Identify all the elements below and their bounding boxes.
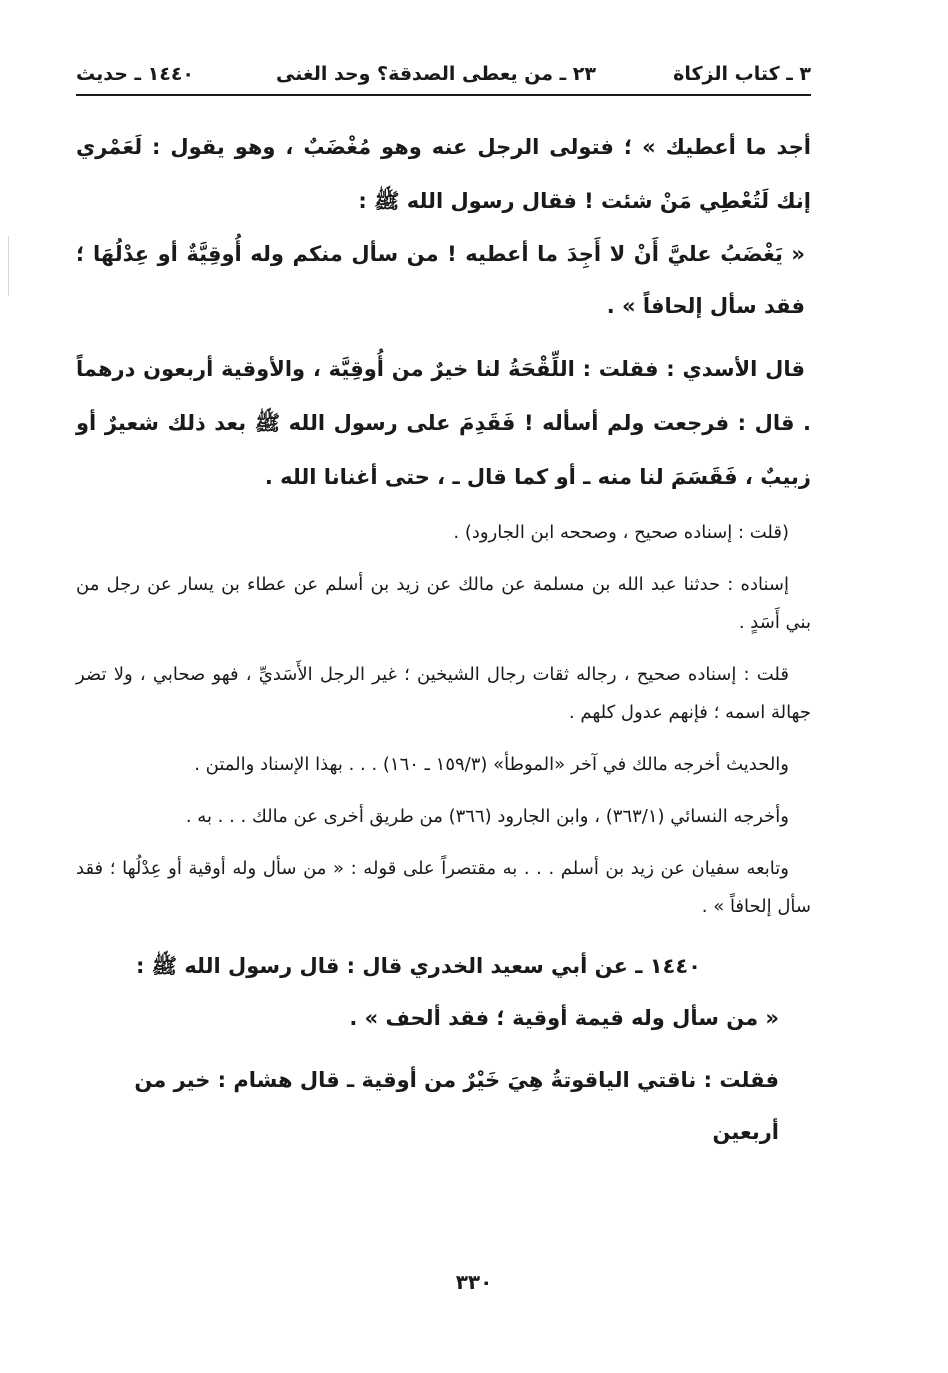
margin-mark <box>8 236 9 296</box>
header-book-title: ٣ ـ كتاب الزكاة <box>673 63 811 85</box>
running-header <box>76 58 811 90</box>
header-chapter-title: ٢٣ ـ من يعطى الصدقة؟ وحد الغنى <box>276 63 596 85</box>
hadith-continuation: أجد ما أعطيك » ؛ فتولى الرجل عنه وهو مُغْضَبٌ ، وهو يقول : لَعَمْري إنك لَتُعْطِي مَنْ شئت ! فقال رسول الله ﷺ : <box>76 135 811 213</box>
takhrij-sufyan: وتابعه سفيان عن زيد بن أسلم . . . به مقتصراً على قوله : « من سأل وله أوقية أو عِدْلُها ؛ فقد سأل إلحافاً » . <box>76 858 811 917</box>
book-page <box>76 58 811 1144</box>
prophetic-saying: « يَغْضَبُ عليَّ أَنْ لا أَجِدَ ما أعطيه ! من سأل منكم وله أُوقِيَّةٌ أو عِدْلُهَا ؛ فقد سأل إلحافاً » . <box>76 242 805 318</box>
isnad-paragraph: إسناده : حدثنا عبد الله بن مسلمة عن مالك عن زيد بن أسلم عن عطاء بن يسار عن رجل من بني أَسَدٍ . <box>76 574 811 633</box>
grading-note: (قلت : إسناده صحيح ، وصححه ابن الجارود) . <box>453 522 789 543</box>
takhrij-malik: والحديث أخرجه مالك في آخر «الموطأ» (١٥٩/٣ ـ ١٦٠) . . . بهذا الإسناد والمتن . <box>194 754 789 775</box>
takhrij-nasai: وأخرجه النسائي (٣٦٣/١) ، وابن الجارود (٣٦٦) من طريق أخرى عن مالك . . . به . <box>185 806 789 827</box>
hadith-narration-start: فقلت : ناقتي الياقوتةُ هِيَ خَيْرٌ من أوقية ـ قال هشام : خير من أربعين <box>134 1068 779 1144</box>
header-rule <box>76 94 811 96</box>
hadith-heading: ١٤٤٠ ـ عن أبي سعيد الخدري قال : قال رسول الله ﷺ : <box>135 954 701 978</box>
header-hadith-number: ١٤٤٠ ـ حديث <box>76 63 195 85</box>
page-number: ٣٣٠ <box>455 1270 493 1294</box>
hadith-text: « من سأل وله قيمة أوقية ؛ فقد ألحف » . <box>349 1006 779 1030</box>
authentication-paragraph: قلت : إسناده صحيح ، رجاله ثقات رجال الشيخين ؛ غير الرجل الأَسَديِّ ، فهو صحابي ، ولا تضر جهالة اسمه ؛ فإنهم عدول كلهم . <box>76 664 811 723</box>
page-content <box>76 120 811 1158</box>
narrator-statement: قال الأسدي : فقلت : اللِّقْحَةُ لنا خيرٌ من أُوقِيَّة ، والأوقية أربعون درهماً . قال : فرجعت ولم أسأله ! فَقَدِمَ على رسول الله ﷺ بعد ذلك شعيرٌ أو زبيبٌ ، فَقَسَمَ لنا منه ـ أو كما قال ـ ، حتى أغنانا الله . <box>76 357 811 489</box>
